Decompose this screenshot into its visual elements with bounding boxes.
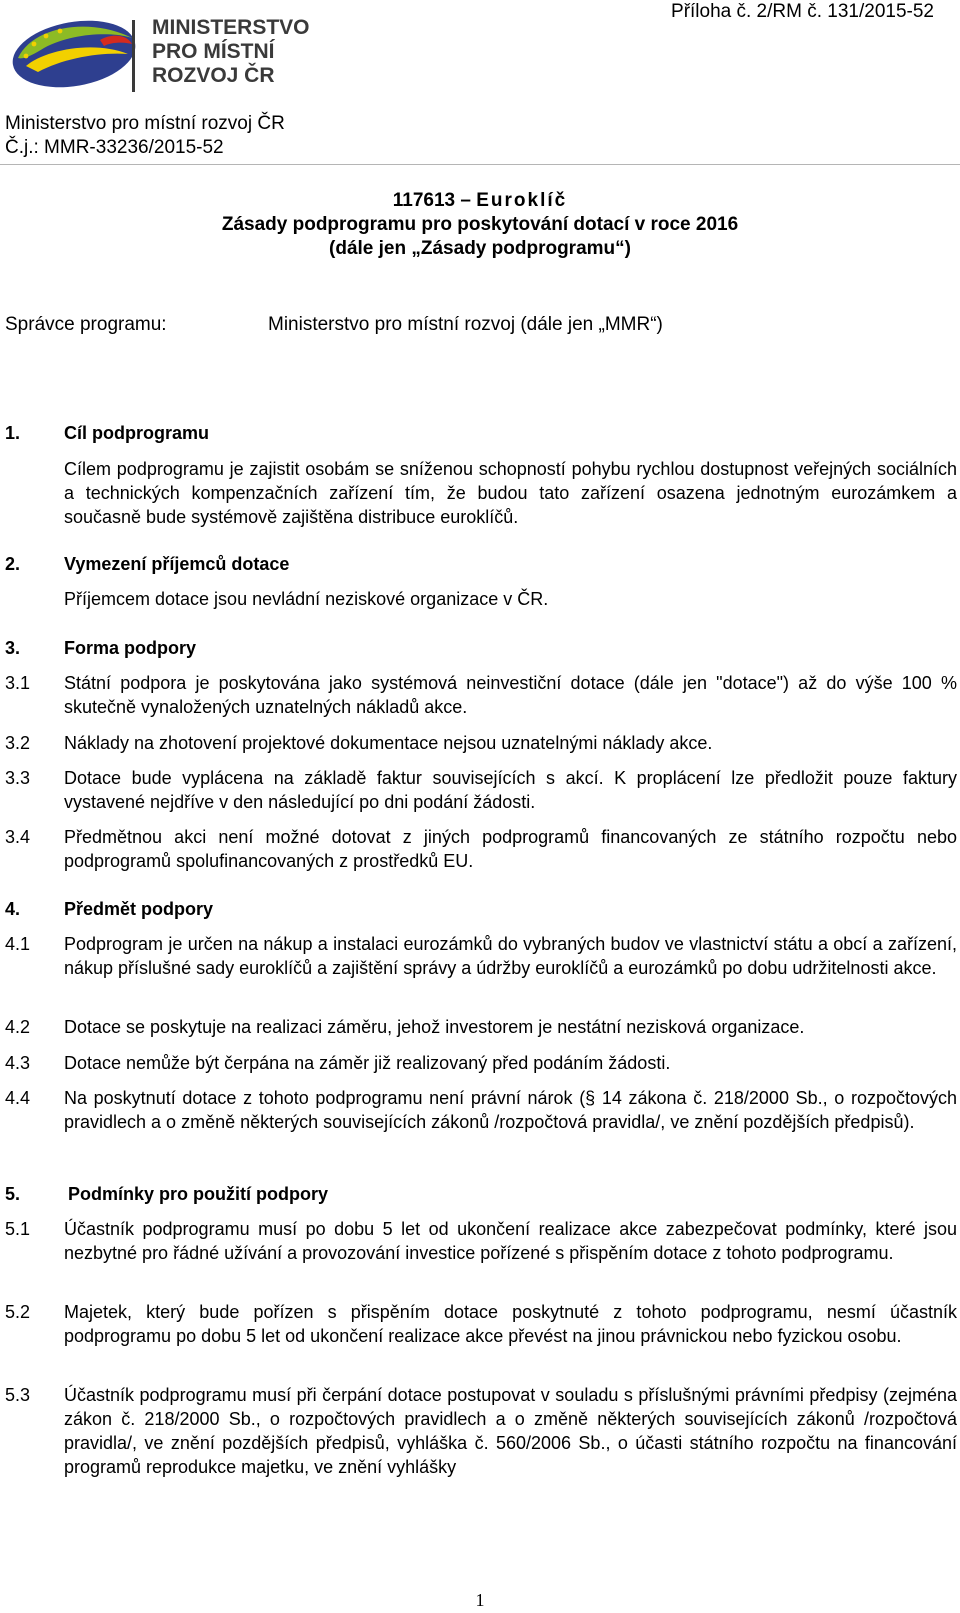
ministry-name: Ministerstvo pro místní rozvoj ČR [5, 113, 285, 134]
item-3-2-number: 3.2 [5, 733, 31, 753]
item-4-2-text: Dotace se poskytuje na realizaci záměru, jehož investorem je nestátní nezisková organizace. [64, 1017, 805, 1037]
administrator-label: Správce programu: [5, 314, 167, 335]
item-5-2-number: 5.2 [5, 1302, 31, 1322]
title-line-2: Zásady podprogramu pro poskytování dotací v roce 2016 [221, 214, 739, 235]
section-2-heading: Vymezení příjemců dotace [64, 554, 290, 574]
annex-reference: Příloha č. 2/RM č. 131/2015-52 [671, 1, 934, 22]
item-3-1-number: 3.1 [5, 673, 31, 693]
page-number: 1 [475, 1590, 485, 1610]
item-3-1-text: Státní podpora je poskytována jako systémová neinvestiční dotace (dále jen "dotace") až do výše 100 % skutečně vynaložených uznatelných nákladů akce. [64, 673, 957, 717]
administrator-value: Ministerstvo pro místní rozvoj (dále jen „MMR“) [268, 314, 663, 335]
section-4-heading: Předmět podpory [64, 899, 214, 919]
item-4-1-number: 4.1 [5, 934, 31, 954]
title-line-1 [0, 189, 960, 213]
reference-number: Č.j.: MMR-33236/2015-52 [5, 137, 224, 158]
item-3-2-text: Náklady na zhotovení projektové dokumentace nejsou uznatelnými náklady akce. [64, 733, 713, 753]
section-1-heading: Cíl podprogramu [64, 423, 209, 443]
ministry-logo [4, 14, 334, 96]
document-title [0, 189, 960, 261]
item-4-3-text: Dotace nemůže být čerpána na záměr již realizovaný před podáním žádosti. [64, 1053, 671, 1073]
item-3-4-text: Předmětnou akci není možné dotovat z jiných podprogramů financovaných ze státního rozpočtu nebo podprogramů spolufinancovaných z prostředků EU. [64, 827, 957, 871]
section-3-heading: Forma podpory [64, 638, 197, 658]
section-3-number: 3. [5, 638, 21, 658]
item-5-2-text: Majetek, který bude pořízen s přispěním dotace poskytnuté z tohoto podprogramu, nesmí účastník podprogramu po dobu 5 let od ukončení realizace akce převést na jinou právnickou nebo fyzickou osobu. [64, 1302, 957, 1346]
section-2-text: Příjemcem dotace jsou nevládní neziskové organizace v ČR. [64, 589, 549, 609]
item-5-1-number: 5.1 [5, 1219, 31, 1239]
section-2-number: 2. [5, 554, 21, 574]
item-3-3-number: 3.3 [5, 768, 31, 788]
section-1-text: Cílem podprogramu je zajistit osobám se sníženou schopností pohybu rychlou dostupnost veřejných sociálních a technických kompenzačních zařízení tím, že budou tato zařízení osazena jednotným eurozámkem a současně bude systémově zajištěna distribuce euroklíčů. [64, 459, 957, 527]
item-4-4-number: 4.4 [5, 1088, 31, 1108]
item-4-4-text: Na poskytnutí dotace z tohoto podprogramu není právní nárok (§ 14 zákona č. 218/2000 Sb., o rozpočtových pravidlech a o změně některých souvisejících zákonů /rozpočtová pravidla/, ve znění pozdějších předpisů). [64, 1088, 957, 1132]
item-5-1-text: Účastník podprogramu musí po dobu 5 let od ukončení realizace akce zabezpečovat podmínky, které jsou nezbytné pro řádné užívání a provozování investice pořízené s přispěním dotace z tohoto podprogramu. [64, 1219, 957, 1263]
item-4-1-text: Podprogram je určen na nákup a instalaci eurozámků do vybraných budov ve vlastnictví státu a obcí a zařízení, nákup příslušné sady euroklíčů a zajištění správy a údržby euroklíčů a eurozámků po dobu udržitelnosti akce. [64, 934, 957, 978]
section-5-heading: Podmínky pro použití podpory [68, 1184, 328, 1204]
section-1-number: 1. [5, 423, 21, 443]
section-4-number: 4. [5, 899, 21, 919]
header-divider [0, 164, 960, 165]
logo-text-line-1: MINISTERSTVO [152, 16, 310, 39]
item-3-3-text: Dotace bude vyplácena na základě faktur souvisejících s akcí. K proplácení lze předložit pouze faktury vystavené nejdříve v den následující po dni podání žádosti. [64, 768, 957, 812]
item-5-3-number: 5.3 [5, 1385, 31, 1405]
item-4-3-number: 4.3 [5, 1053, 31, 1073]
logo-text-line-2: PRO MÍSTNÍ [152, 40, 275, 63]
program-code: 117613 – [392, 190, 471, 211]
item-4-2-number: 4.2 [5, 1017, 31, 1037]
section-5-number: 5. [5, 1184, 21, 1204]
item-5-3-text: Účastník podprogramu musí při čerpání dotace postupovat v souladu s příslušnými právními předpisy (zejména zákon č. 218/2000 Sb., o rozpočtových pravidlech a o změně některých souvisejících zákonů /rozpočtová pravidla/, ve znění pozdějších předpisů, vyhláška č. 560/2006 Sb., o účasti státního rozpočtu na financování programů reprodukce majetku, ve znění vyhlášky [64, 1385, 957, 1477]
program-name: Euroklíč [476, 190, 568, 211]
logo-text-line-3: ROZVOJ ČR [152, 64, 275, 87]
title-line-3: (dále jen „Zásady podprogramu“) [329, 238, 631, 259]
logo-wordmark [152, 16, 310, 88]
item-3-4-number: 3.4 [5, 827, 31, 847]
